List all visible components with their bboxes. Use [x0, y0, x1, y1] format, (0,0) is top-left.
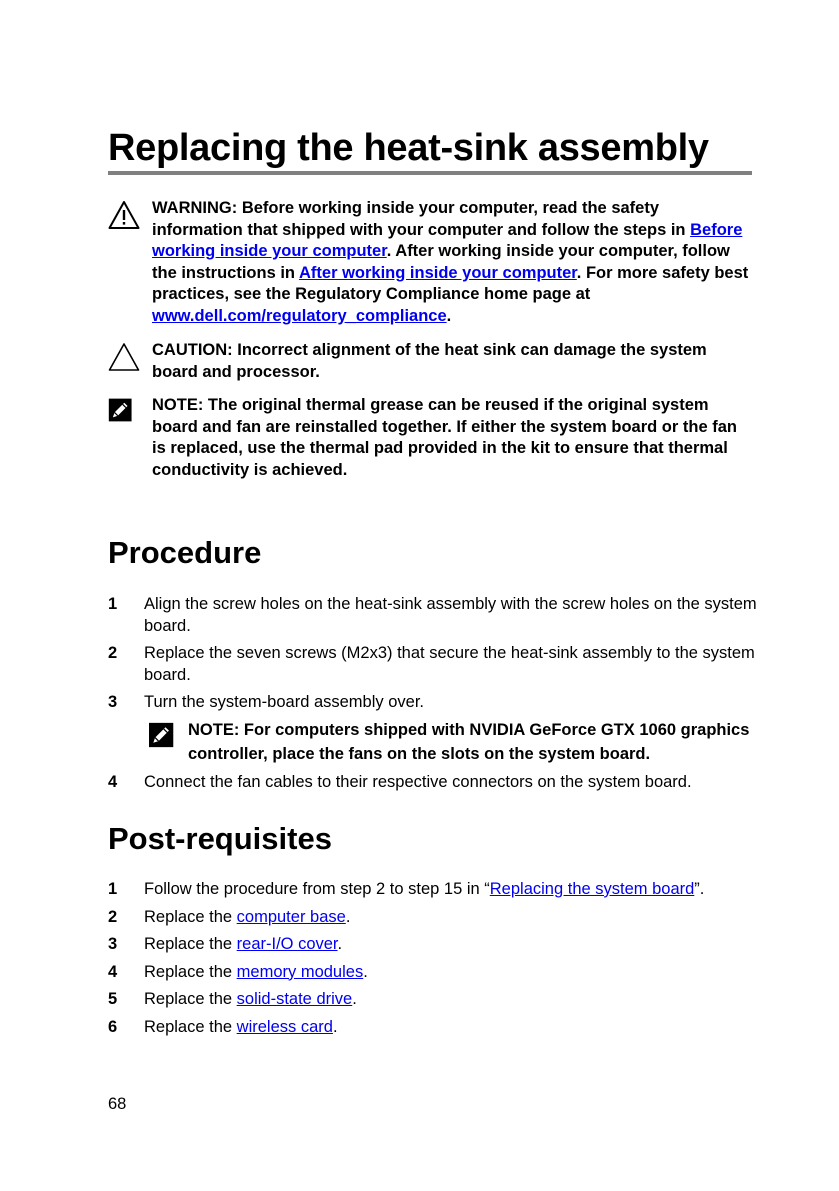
step-text: Replace the: [144, 990, 237, 1008]
step-text-end: .: [332, 1017, 338, 1036]
step-number: 3: [108, 693, 118, 711]
step-text: Replace the: [144, 907, 237, 926]
procedure-steps: [108, 594, 758, 793]
warning-triangle-icon: [108, 200, 140, 230]
note-pencil-icon: [108, 397, 134, 423]
step-text: Connect the fan cables to their respective connectors on the system board.: [144, 772, 692, 791]
warning-text-4: .: [446, 306, 452, 325]
postrequisite-step: [108, 879, 758, 901]
step-number: 4: [108, 962, 118, 981]
step-text-end: .: [345, 907, 351, 926]
warning-text-2: . After working inside your computer, follow the instructions in: [152, 242, 730, 282]
postrequisite-step: [108, 907, 758, 929]
solid-state-drive-link[interactable]: solid-state drive: [236, 990, 353, 1008]
title-underline: [108, 171, 752, 175]
postrequisite-step: [108, 1017, 758, 1039]
step-number: 2: [108, 907, 118, 926]
warning-notice: [108, 198, 752, 328]
step-text-end: .: [363, 962, 368, 981]
step-number: 5: [108, 990, 118, 1008]
postrequisite-steps: [108, 879, 758, 1038]
procedure-step: [108, 594, 758, 637]
step-number: 3: [108, 935, 118, 953]
caution-notice: [108, 340, 752, 383]
caution-text: CAUTION: Incorrect alignment of the heat sink can damage the system board and processor.: [152, 341, 707, 381]
step-number: 1: [108, 880, 118, 898]
step-number: 2: [108, 644, 118, 662]
step-text-end: ”.: [694, 880, 705, 898]
rear-io-cover-link[interactable]: rear-I/O cover: [236, 935, 338, 953]
memory-modules-link[interactable]: memory modules: [236, 962, 364, 981]
computer-base-link[interactable]: computer base: [236, 907, 346, 926]
step-text: Replace the: [144, 962, 237, 981]
regulatory-compliance-link[interactable]: www.dell.com/regulatory_compliance: [152, 306, 447, 325]
postrequisite-step: [108, 989, 758, 1011]
postrequisite-step: [108, 934, 758, 956]
step-text: Follow the procedure from step 2 to step 15 in “: [144, 880, 490, 898]
note-notice: [108, 395, 752, 481]
page-number: 68: [108, 1095, 127, 1113]
page-title: Replacing the heat-sink assembly: [108, 127, 709, 169]
postrequisite-step: [108, 962, 758, 984]
note-pencil-icon: [148, 722, 176, 748]
warning-text-1: WARNING: Before working inside your computer, read the safety information that shipped with your computer and follow the steps in: [152, 199, 691, 239]
note-text: NOTE: The original thermal grease can be reused if the original system board and fan are reinstalled together. If either the system board or the fan is replaced, use the thermal pad provided in the kit to ensure that thermal conductivity is achieved.: [152, 396, 737, 479]
step-number: 6: [108, 1017, 118, 1036]
step-number: 4: [108, 772, 118, 791]
procedure-note-text: NOTE: For computers shipped with NVIDIA GeForce GTX 1060 graphics controller, place the fans on the slots on the system board.: [188, 720, 750, 763]
wireless-card-link[interactable]: wireless card: [236, 1017, 333, 1036]
warning-text-3: . For more safety best practices, see the Regulatory Compliance home page at: [152, 263, 749, 304]
procedure-heading: Procedure: [108, 535, 262, 570]
step-text-end: .: [337, 935, 343, 953]
step-text: Replace the: [144, 1017, 237, 1036]
step-text-end: .: [352, 990, 357, 1008]
step-text: Turn the system-board assembly over.: [144, 693, 425, 711]
after-working-link[interactable]: After working inside your computer: [298, 263, 577, 282]
step-text: Replace the: [144, 935, 237, 953]
step-text: Replace the seven screws (M2x3) that secure the heat-sink assembly to the system board.: [144, 644, 755, 684]
step-text: Align the screw holes on the heat-sink assembly with the screw holes on the system board.: [144, 595, 757, 635]
procedure-step: [108, 692, 758, 714]
procedure-note: [144, 718, 758, 766]
procedure-step: [108, 772, 758, 794]
caution-triangle-icon: [108, 342, 140, 372]
procedure-step: [108, 643, 758, 686]
before-working-link[interactable]: Before working inside your computer: [152, 220, 743, 261]
step-number: 1: [108, 595, 118, 613]
replacing-system-board-link[interactable]: Replacing the system board: [489, 880, 695, 898]
postrequisites-heading: Post-requisites: [108, 821, 332, 856]
